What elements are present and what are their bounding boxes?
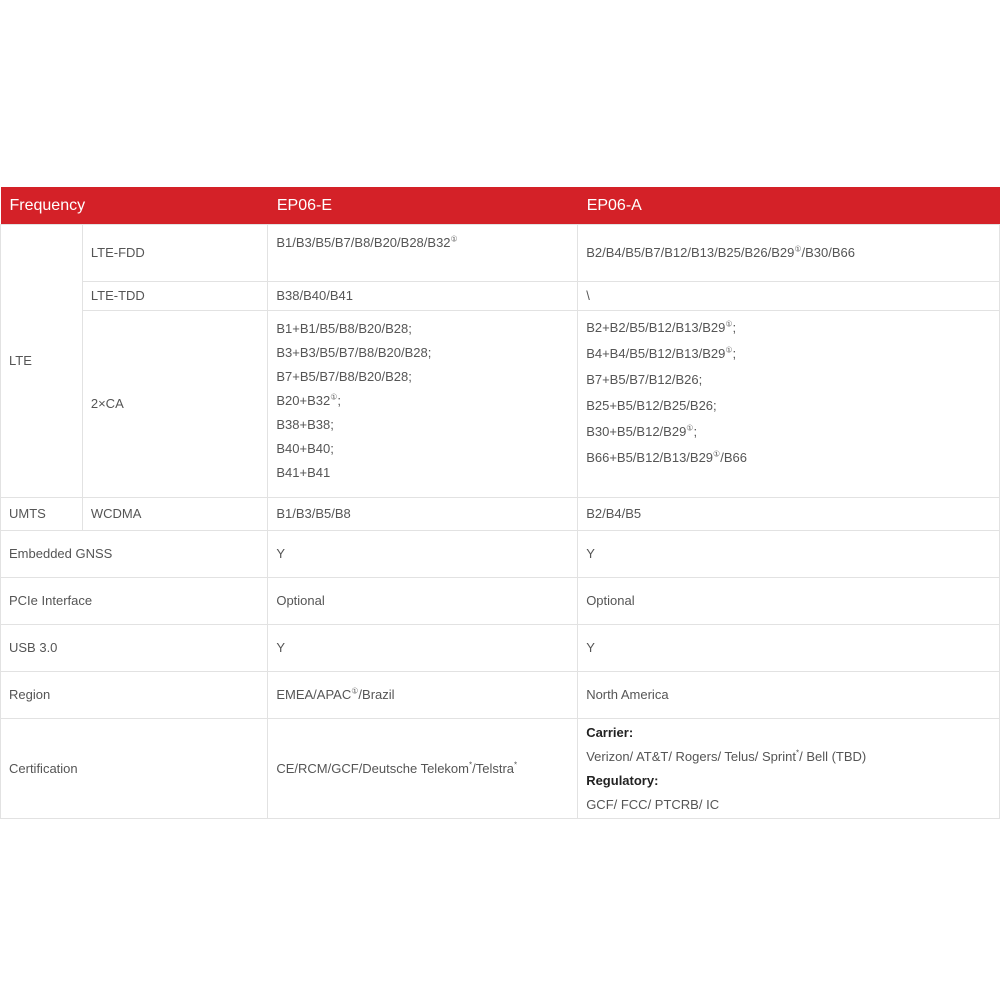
regulatory-label: Regulatory: <box>586 772 659 788</box>
lte-label: LTE <box>1 225 83 498</box>
row-umts <box>1 498 1000 531</box>
pcie-e: Optional <box>268 578 578 625</box>
lte-fdd-e: B1/B3/B5/B7/B8/B20/B28/B32① <box>268 225 578 282</box>
lte-tdd-e: B38/B40/B41 <box>268 282 578 311</box>
umts-sub: WCDMA <box>82 498 267 531</box>
header-row <box>1 187 1000 225</box>
row-pcie <box>1 578 1000 625</box>
row-lte-fdd <box>1 225 1000 282</box>
region-a: North America <box>578 672 1000 719</box>
umts-label: UMTS <box>1 498 83 531</box>
row-gnss <box>1 531 1000 578</box>
lte-tdd-a: \ <box>578 282 1000 311</box>
row-certification <box>1 719 1000 819</box>
header-frequency: Frequency <box>1 187 268 225</box>
lte-tdd-label: LTE-TDD <box>82 282 267 311</box>
cert-e: CE/RCM/GCF/Deutsche Telekom*/Telstra* <box>268 719 578 819</box>
region-e: EMEA/APAC①/Brazil <box>268 672 578 719</box>
lte-fdd-label: LTE-FDD <box>82 225 267 282</box>
gnss-e: Y <box>268 531 578 578</box>
row-lte-tdd <box>1 282 1000 311</box>
usb-label: USB 3.0 <box>1 625 268 672</box>
umts-a: B2/B4/B5 <box>578 498 1000 531</box>
regulatory-list: GCF/ FCC/ PTCRB/ IC <box>586 796 720 812</box>
umts-e: B1/B3/B5/B8 <box>268 498 578 531</box>
lte-ca-a: B2+B2/B5/B12/B13/B29①; B4+B4/B5/B12/B13/B29①; B7+B5/B7/B12/B26; B25+B5/B12/B25/B26; B30+B5/B12/B29①; B66+B5/B12/B13/B29①/B66 <box>578 311 1000 498</box>
row-region <box>1 672 1000 719</box>
cert-label: Certification <box>1 719 268 819</box>
lte-ca-label: 2×CA <box>82 311 267 498</box>
usb-a: Y <box>578 625 1000 672</box>
spec-table <box>0 187 1000 819</box>
usb-e: Y <box>268 625 578 672</box>
pcie-a: Optional <box>578 578 1000 625</box>
row-usb <box>1 625 1000 672</box>
gnss-label: Embedded GNSS <box>1 531 268 578</box>
lte-fdd-a: B2/B4/B5/B7/B12/B13/B25/B26/B29①/B30/B66 <box>578 225 1000 282</box>
region-label: Region <box>1 672 268 719</box>
header-ep06-a: EP06-A <box>578 187 1000 225</box>
gnss-a: Y <box>578 531 1000 578</box>
header-ep06-e: EP06-E <box>268 187 578 225</box>
cert-a <box>578 719 1000 819</box>
lte-ca-e: B1+B1/B5/B8/B20/B28; B3+B3/B5/B7/B8/B20/B28; B7+B5/B7/B8/B20/B28; B20+B32①; B38+B38; B40+B40; B41+B41 <box>268 311 578 498</box>
pcie-label: PCIe Interface <box>1 578 268 625</box>
row-lte-ca <box>1 311 1000 498</box>
carrier-list: Verizon/ AT&T/ Rogers/ Telus/ Sprint*/ Bell (TBD) <box>586 748 867 764</box>
carrier-label: Carrier: <box>586 724 634 740</box>
